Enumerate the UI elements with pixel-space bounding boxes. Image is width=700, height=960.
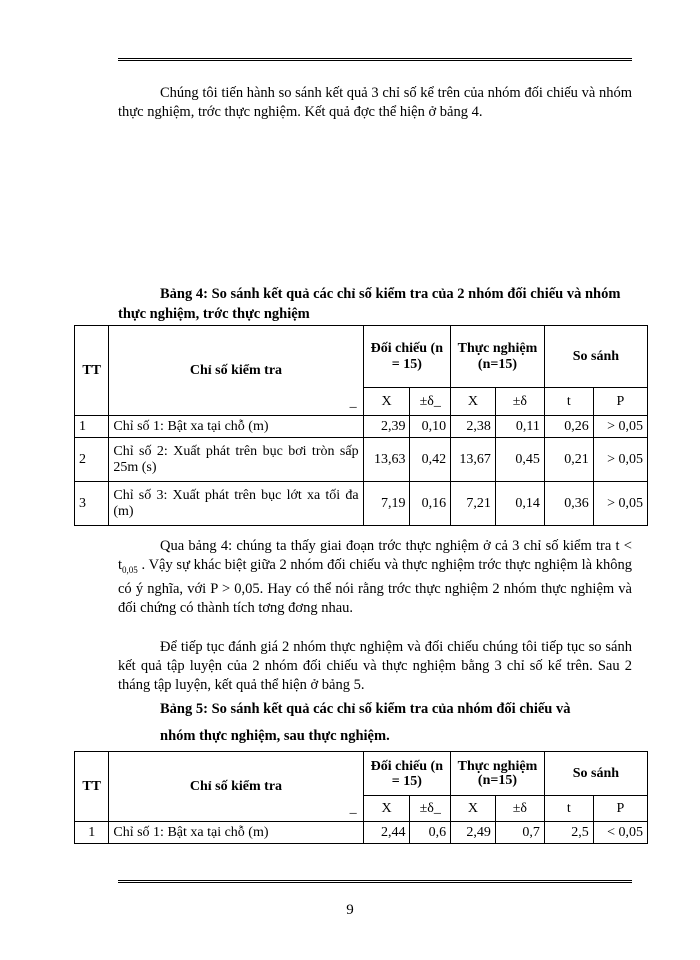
row-x1: 2,44 bbox=[363, 822, 410, 844]
row-x2: 7,21 bbox=[451, 482, 496, 526]
row-x2: 2,38 bbox=[451, 416, 496, 438]
row-sd1: 0,16 bbox=[410, 482, 451, 526]
table5-header-tt: TT bbox=[75, 752, 109, 822]
row-indicator: Chỉ số 2: Xuất phát trên bục bơi tròn sấp 25m (s) bbox=[109, 438, 363, 482]
footer-rule bbox=[118, 880, 632, 883]
row-x1: 2,39 bbox=[363, 416, 410, 438]
analysis-text-before: Qua bảng 4: chúng ta thấy giai đoạn trớc thực nghiệm ở cả 3 chỉ số kiểm tra t < t bbox=[118, 538, 632, 573]
table5-header-sd2: ±δ bbox=[495, 796, 544, 822]
row-p: > 0,05 bbox=[593, 416, 647, 438]
row-x2: 2,49 bbox=[451, 822, 496, 844]
table5-header-indicator bbox=[109, 752, 363, 822]
table4-header-control: Đối chiếu (n = 15) bbox=[363, 326, 451, 388]
row-t: 0,21 bbox=[544, 438, 593, 482]
row-sd2: 0,11 bbox=[495, 416, 544, 438]
row-indicator: Chỉ số 1: Bật xa tại chỗ (m) bbox=[109, 416, 363, 438]
table4-header-x1: X bbox=[363, 388, 410, 416]
table5-header-indicator-mark: _ bbox=[349, 801, 357, 816]
table4-header-sd1: ±δ_ bbox=[410, 388, 451, 416]
table4-header-indicator-mark: _ bbox=[349, 395, 357, 410]
header-rule bbox=[118, 58, 632, 61]
table4-header-indicator-label: Chỉ số kiểm tra bbox=[189, 362, 283, 378]
row-x1: 7,19 bbox=[363, 482, 410, 526]
table-row bbox=[75, 416, 648, 438]
row-sd2: 0,45 bbox=[495, 438, 544, 482]
continuation-paragraph: Để tiếp tục đánh giá 2 nhóm thực nghiệm và đối chiếu chúng tôi tiếp tục so sánh kết quả tập luyện của 2 nhóm đối chiếu và thực nghiệm bằng 3 chỉ số kể trên. Sau 2 tháng tập luyện, kết quả thể hiện ở bảng 5. bbox=[118, 639, 632, 693]
row-t: 0,26 bbox=[544, 416, 593, 438]
row-sd1: 0,42 bbox=[410, 438, 451, 482]
row-sd2: 0,14 bbox=[495, 482, 544, 526]
table5-header-x2: X bbox=[451, 796, 496, 822]
row-tt: 1 bbox=[75, 416, 109, 438]
analysis-text-after: . Vậy sự khác biệt giữa 2 nhóm đối chiếu và thực nghiệm trớc thực nghiệm là không có ý nghĩa, với P > 0,05. Hay có thể nói rằng trớc thực nghiệm 2 nhóm thực nghiệm và đối chứng có thành tích tơng đơng nhau. bbox=[118, 557, 632, 616]
row-tt: 1 bbox=[75, 822, 109, 844]
row-sd1: 0,10 bbox=[410, 416, 451, 438]
table5-caption-line1: Bảng 5: So sánh kết quả các chỉ số kiểm tra của nhóm đối chiếu và bbox=[160, 701, 571, 717]
row-x1: 13,63 bbox=[363, 438, 410, 482]
table4-header-t: t bbox=[544, 388, 593, 416]
table5-header-p: P bbox=[593, 796, 647, 822]
row-indicator: Chỉ số 3: Xuất phát trên bục lớt xa tối đa (m) bbox=[109, 482, 363, 526]
row-p: > 0,05 bbox=[593, 438, 647, 482]
row-x2: 13,67 bbox=[451, 438, 496, 482]
row-t: 0,36 bbox=[544, 482, 593, 526]
table5-header-sd1: ±δ_ bbox=[410, 796, 451, 822]
table-4 bbox=[74, 325, 648, 526]
table4-header-compare: So sánh bbox=[544, 326, 647, 388]
row-sd1: 0,6 bbox=[410, 822, 451, 844]
table4-header-indicator bbox=[109, 326, 363, 416]
page-number: 9 bbox=[346, 902, 354, 918]
row-sd2: 0,7 bbox=[495, 822, 544, 844]
table5-header-control: Đối chiếu (n = 15) bbox=[363, 752, 451, 796]
table-5 bbox=[74, 751, 648, 844]
table4-header-x2: X bbox=[451, 388, 496, 416]
table4-caption: Bảng 4: So sánh kết quả các chỉ số kiểm tra của 2 nhóm đối chiếu và nhóm thực nghiệm, trớc thực nghiệm bbox=[118, 286, 621, 322]
row-p: < 0,05 bbox=[593, 822, 647, 844]
table5-header-t: t bbox=[544, 796, 593, 822]
intro-paragraph: Chúng tôi tiến hành so sánh kết quả 3 chỉ số kể trên của nhóm đối chiếu và nhóm thực nghiệm, trớc thực nghiệm. Kết quả đợc thể hiện ở bảng 4. bbox=[118, 85, 632, 120]
row-p: > 0,05 bbox=[593, 482, 647, 526]
analysis-subscript: 0,05 bbox=[122, 564, 138, 575]
row-indicator: Chỉ số 1: Bật xa tại chỗ (m) bbox=[109, 822, 363, 844]
table4-header-tt: TT bbox=[75, 326, 109, 416]
table4-header-p: P bbox=[593, 388, 647, 416]
row-t: 2,5 bbox=[544, 822, 593, 844]
table5-header-indicator-label: Chỉ số kiểm tra bbox=[189, 778, 283, 794]
table5-header-experimental: Thực nghiệm (n=15) bbox=[451, 752, 545, 796]
table5-caption-line2: nhóm thực nghiệm, sau thực nghiệm. bbox=[160, 728, 390, 744]
table5-header-compare: So sánh bbox=[544, 752, 647, 796]
analysis-paragraph bbox=[118, 537, 632, 618]
table-row bbox=[75, 482, 648, 526]
table-row bbox=[75, 438, 648, 482]
row-tt: 3 bbox=[75, 482, 109, 526]
table-row bbox=[75, 822, 648, 844]
table4-header-sd2: ±δ bbox=[495, 388, 544, 416]
row-tt: 2 bbox=[75, 438, 109, 482]
table5-header-x1: X bbox=[363, 796, 410, 822]
table4-header-experimental: Thực nghiệm (n=15) bbox=[451, 326, 545, 388]
